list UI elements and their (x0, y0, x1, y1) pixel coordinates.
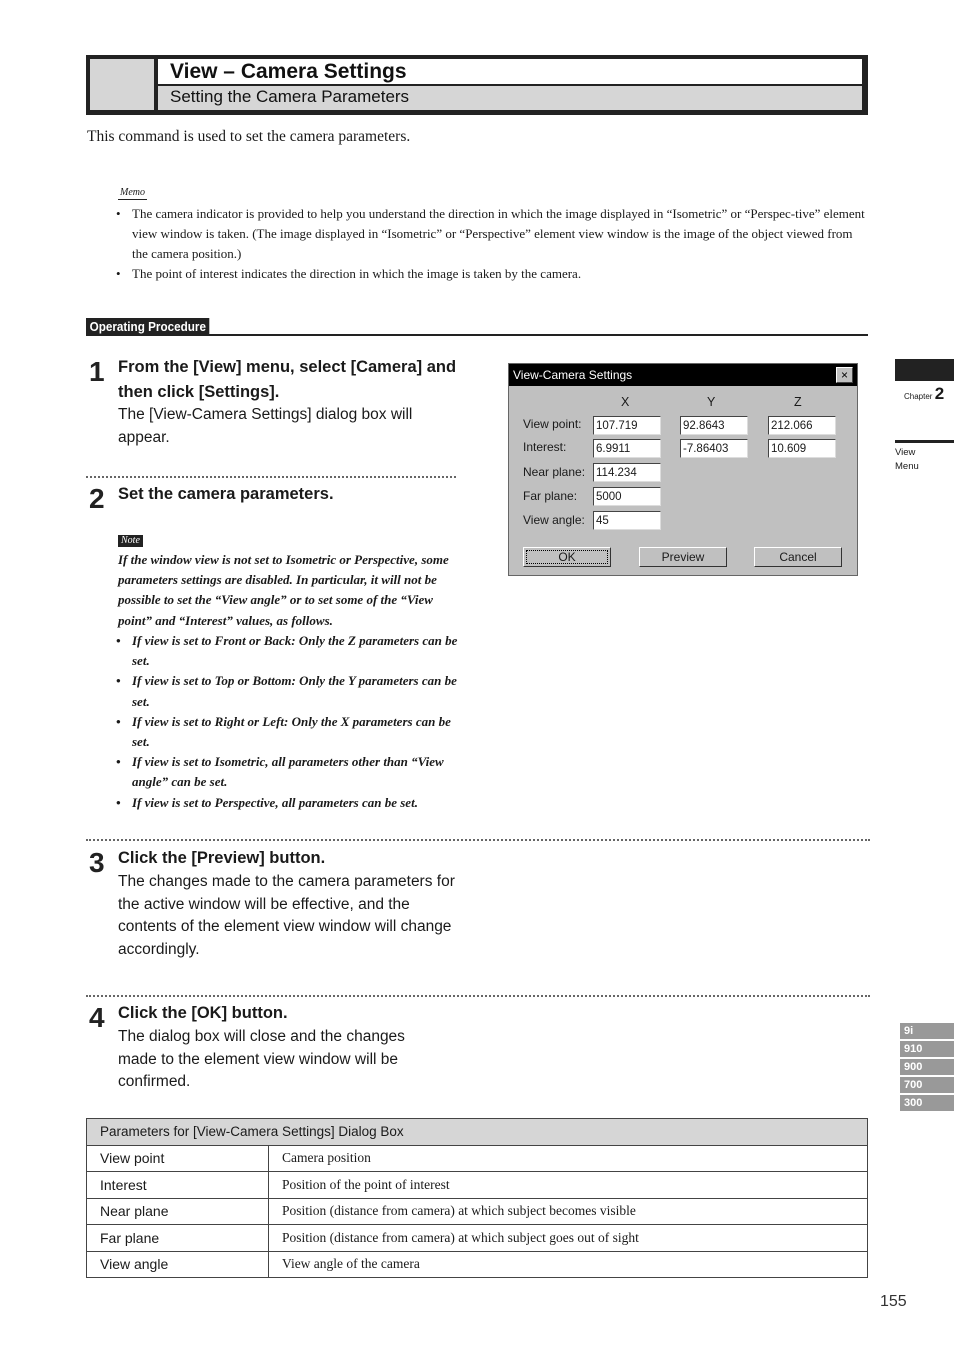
model-tabs (900, 1023, 954, 1113)
step-body: The [View-Camera Settings] dialog box will appear. (118, 406, 413, 446)
note-item: • If view is set to Top or Bottom: Only the Y parameters can be set. (116, 671, 458, 711)
table-row (87, 1172, 868, 1199)
cancel-button[interactable]: Cancel (754, 547, 842, 567)
memo-item: • The camera indicator is provided to help you understand the direction in which the image displayed in “Isometric” or “Perspec-tive” element view window is taken. (The image displayed in “Isometric” or “Perspective” element view window is the image of the object viewed from the camera position.) (116, 204, 868, 264)
note-text: If the window view is not set to Isometric or Perspective, some parameters settings are disabled. In particular, it will not be possible to set the “View angle” or to set some of the “View point” and “Interest” values, as follows. (118, 552, 449, 628)
note-item: • If view is set to Front or Back: Only the Z parameters can be set. (116, 631, 458, 671)
model-tab: 300 (900, 1095, 954, 1111)
table-row (87, 1198, 868, 1225)
section-label-line: Menu (895, 461, 919, 472)
memo-list (116, 204, 868, 284)
param-name: Far plane (87, 1225, 269, 1252)
far-plane-field[interactable]: 5000 (593, 487, 661, 506)
param-desc: Position (distance from camera) at which subject becomes visible (269, 1198, 868, 1225)
column-header-x: X (621, 395, 630, 409)
interest-z-field[interactable]: 10.609 (768, 439, 836, 458)
param-name: View point (87, 1145, 269, 1172)
step-body: The dialog box will close and the changes made to the element view window will be confirmed. (118, 1028, 405, 1090)
chapter-number: 2 (934, 384, 945, 403)
page-number: 155 (880, 1293, 907, 1310)
dotted-divider (86, 995, 870, 997)
header-square (90, 59, 154, 110)
close-icon[interactable]: × (836, 367, 853, 383)
table-row (87, 1145, 868, 1172)
note-item: • If view is set to Isometric, all parameters other than “View angle” can be set. (116, 752, 458, 792)
param-name: Near plane (87, 1198, 269, 1225)
memo-icon: Memo (120, 187, 145, 198)
step-heading: Click the [Preview] button. (118, 849, 326, 867)
step-number: 2 (89, 483, 105, 514)
view-angle-field[interactable]: 45 (593, 511, 661, 530)
step-heading: Set the camera parameters. (118, 485, 334, 503)
memo-item: • The point of interest indicates the direction in which the image is taken by the camera. (116, 264, 868, 284)
note-icon: Note (118, 535, 143, 547)
step-heading: Click the [OK] button. (118, 1004, 288, 1022)
table-caption: Parameters for [View-Camera Settings] Dialog Box (87, 1119, 868, 1146)
ok-button[interactable]: OK (523, 547, 611, 567)
model-tab: 910 (900, 1041, 954, 1057)
intro-text: This command is used to set the camera parameters. (87, 128, 411, 145)
view-point-y-field[interactable]: 92.8643 (680, 416, 748, 435)
param-desc: Position of the point of interest (269, 1172, 868, 1199)
preview-button[interactable]: Preview (639, 547, 727, 567)
chapter-tab (895, 359, 954, 381)
far-plane-label: Far plane: (523, 489, 578, 503)
note-item: • If view is set to Right or Left: Only the X parameters can be set. (116, 712, 458, 752)
camera-settings-dialog (508, 363, 858, 576)
interest-x-field[interactable]: 6.9911 (593, 439, 661, 458)
note-item: • If view is set to Perspective, all parameters can be set. (116, 793, 458, 813)
view-point-x-field[interactable]: 107.719 (593, 416, 661, 435)
model-tab: 900 (900, 1059, 954, 1075)
column-header-y: Y (707, 395, 716, 409)
step-number: 3 (89, 847, 105, 878)
dotted-divider (86, 839, 870, 841)
view-point-z-field[interactable]: 212.066 (768, 416, 836, 435)
near-plane-field[interactable]: 114.234 (593, 463, 661, 482)
dialog-titlebar (509, 364, 857, 386)
step-number: 4 (89, 1002, 105, 1033)
step-number: 1 (89, 356, 105, 387)
param-desc: View angle of the camera (269, 1251, 868, 1278)
table-row (87, 1225, 868, 1252)
interest-y-field[interactable]: -7.86403 (680, 439, 748, 458)
note-list (116, 631, 458, 813)
section-label-line: View (895, 447, 916, 458)
step-body: The changes made to the camera parameters for the active window will be effective, and the contents of the element view window will change accordingly. (118, 873, 455, 958)
side-divider (895, 440, 954, 443)
chapter-word: Chapter (904, 392, 933, 401)
column-header-z: Z (794, 395, 802, 409)
dotted-divider (86, 476, 456, 478)
near-plane-label: Near plane: (523, 465, 586, 479)
divider (86, 334, 868, 336)
param-name: Interest (87, 1172, 269, 1199)
page-subtitle: Setting the Camera Parameters (170, 87, 410, 106)
param-desc: Position (distance from camera) at which subject goes out of sight (269, 1225, 868, 1252)
view-point-label: View point: (523, 417, 582, 431)
step-heading: From the [View] menu, select [Camera] and then click [Settings]. (118, 358, 457, 401)
dialog-title: View-Camera Settings (513, 368, 633, 382)
model-tab: 9i (900, 1023, 954, 1039)
view-angle-label: View angle: (523, 513, 585, 527)
chapter-label (904, 384, 944, 404)
operating-procedure-label: Operating Procedure (86, 318, 210, 335)
table-row (87, 1251, 868, 1278)
model-tab: 700 (900, 1077, 954, 1093)
interest-label: Interest: (523, 440, 567, 454)
section-label (895, 446, 919, 474)
parameters-table (86, 1118, 868, 1278)
param-desc: Camera position (269, 1145, 868, 1172)
param-name: View angle (87, 1251, 269, 1278)
page-title: View – Camera Settings (170, 60, 407, 83)
